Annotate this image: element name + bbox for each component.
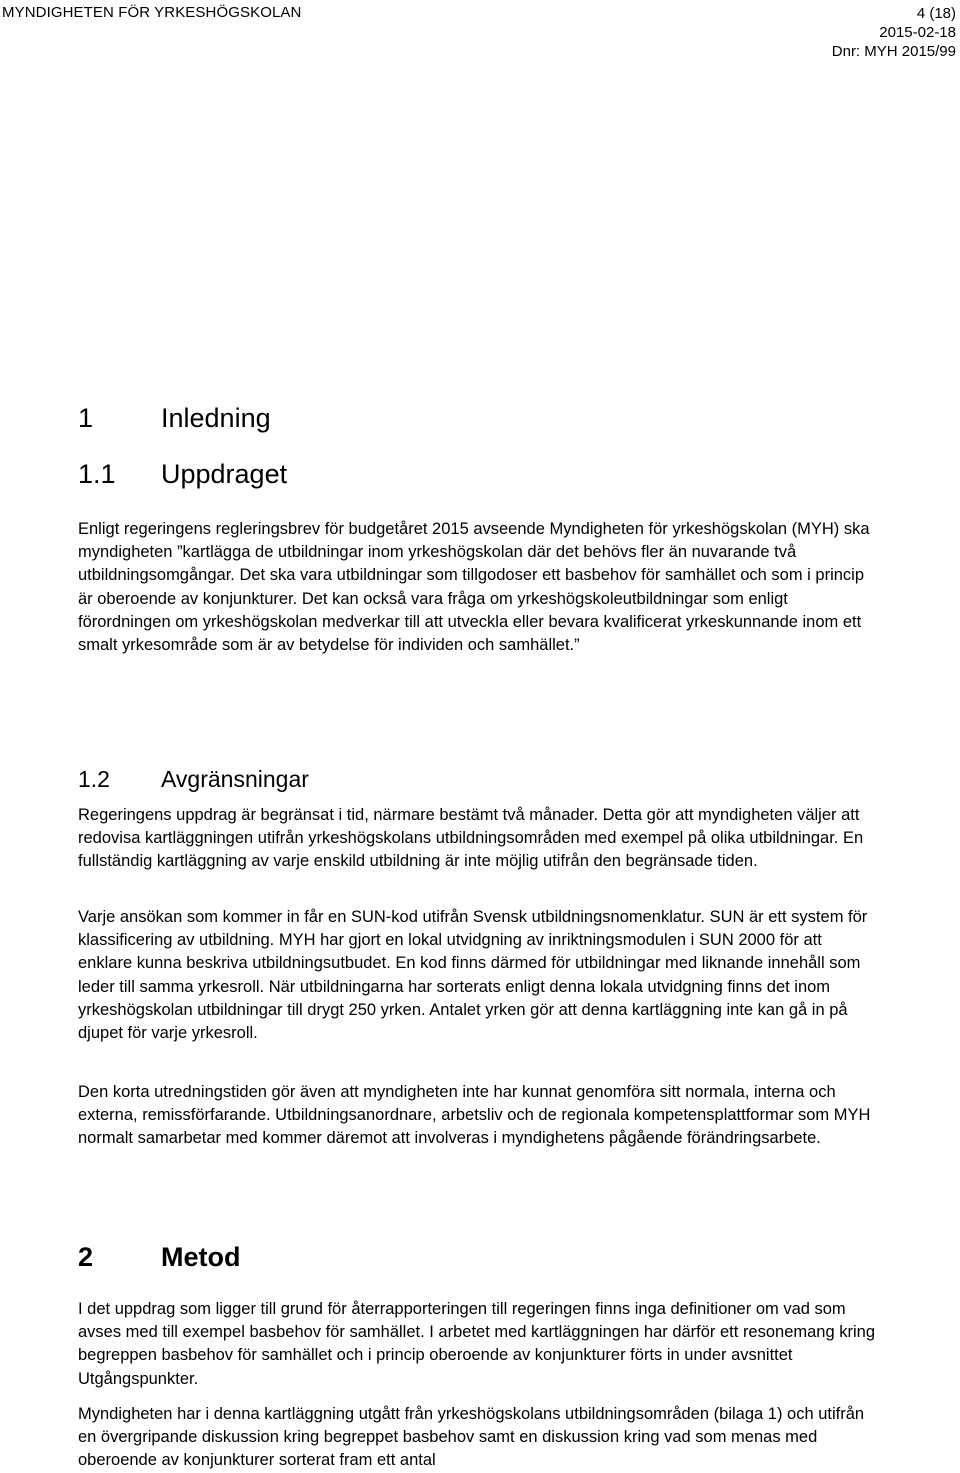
paragraph-metod-2: Myndigheten har i denna kartläggning utgått från yrkeshögskolans utbildningsområden (bilaga 1) och utifrån en övergripande diskussion kring begreppet basbehov samt en diskussion kring vad som menas med oberoende av konjunkturer sorterat fram ett antal	[78, 1405, 865, 1470]
header-organization: MYNDIGHETEN FÖR YRKESHÖGSKOLAN	[2, 4, 302, 21]
paragraph-avgransningar-3: Den korta utredningstiden gör även att myndigheten inte har kunnat genomföra sitt normala, interna och externa, remissförfarande. Utbildningsanordnare, arbetsliv och de regionala kompetensplattformar som MYH normalt samarbetar med kommer däremot att involveras i myndighetens pågående förändringsarbete.	[78, 1083, 871, 1148]
heading-number: 1	[78, 403, 94, 433]
heading-title: Uppdraget	[161, 459, 288, 489]
paragraph-avgransningar-1: Regeringens uppdrag är begränsat i tid, närmare bestämt två månader. Detta gör att myndigheten väljer att redovisa kartläggningen utifrån yrkeshögskolans utbildningsområden med exempel på olika utbildningar. En fullständig kartläggning av varje enskild utbildning är inte möjlig utifrån den begränsade tiden.	[78, 806, 864, 871]
page-header	[0, 0, 960, 70]
heading-number: 2	[78, 1242, 94, 1272]
heading-section-1	[78, 403, 271, 434]
paragraph-metod-1: I det uppdrag som ligger till grund för återrapporteringen till regeringen finns inga definitioner om vad som avses med till exempel basbehov för samhället. I arbetet med kartläggningen har därför ett resonemang kring begreppen basbehov för samhället och i princip oberoende av konjunkturer förts in under avsnittet Utgångspunkter.	[78, 1300, 876, 1388]
heading-number: 1.2	[78, 766, 110, 792]
heading-title: Inledning	[161, 403, 271, 433]
heading-title: Avgränsningar	[161, 766, 309, 792]
heading-title: Metod	[161, 1242, 241, 1272]
heading-section-1-1	[78, 459, 287, 490]
heading-section-1-2	[78, 766, 309, 793]
header-page-number: 4 (18)	[916, 5, 956, 22]
paragraph-uppdraget: Enligt regeringens regleringsbrev för budgetåret 2015 avseende Myndigheten för yrkeshögskolan (MYH) ska myndigheten ”kartlägga de utbildningar inom yrkeshögskolan där det behövs fler än nuvarande två utbildningsomgångar. Det ska vara utbildningar som tillgodoser ett basbehov för samhället och som i princip är oberoende av konjunkturer. Det kan också vara fråga om yrkeshögskoleutbildningar som enligt förordningen om yrkeshögskolan medverkar till att utveckla eller bevara kvalificerat yrkeskunnande inom ett smalt yrkesområde som är av betydelse för individen och samhället.”	[78, 520, 870, 655]
header-reference: Dnr: MYH 2015/99	[831, 43, 956, 60]
header-meta	[832, 4, 956, 61]
header-date: 2015-02-18	[879, 24, 956, 41]
paragraph-avgransningar-2: Varje ansökan som kommer in får en SUN-kod utifrån Svensk utbildningsnomenklatur. SUN är ett system för klassificering av utbildning. MYH har gjort en lokal utvidgning av inriktningsmodulen i SUN 2000 för att enklare kunna beskriva utbildningsutbudet. En kod finns därmed för utbildningar med liknande innehåll som leder till samma yrkesroll. När utbildningarna har sorterats enligt denna lokala utvidgning finns det inom yrkeshögskolan utbildningar till drygt 250 yrken. Antalet yrken gör att denna kartläggning inte kan gå in på djupet för varje yrkesroll.	[78, 908, 868, 1043]
heading-number: 1.1	[78, 459, 116, 489]
heading-section-2	[78, 1242, 240, 1273]
